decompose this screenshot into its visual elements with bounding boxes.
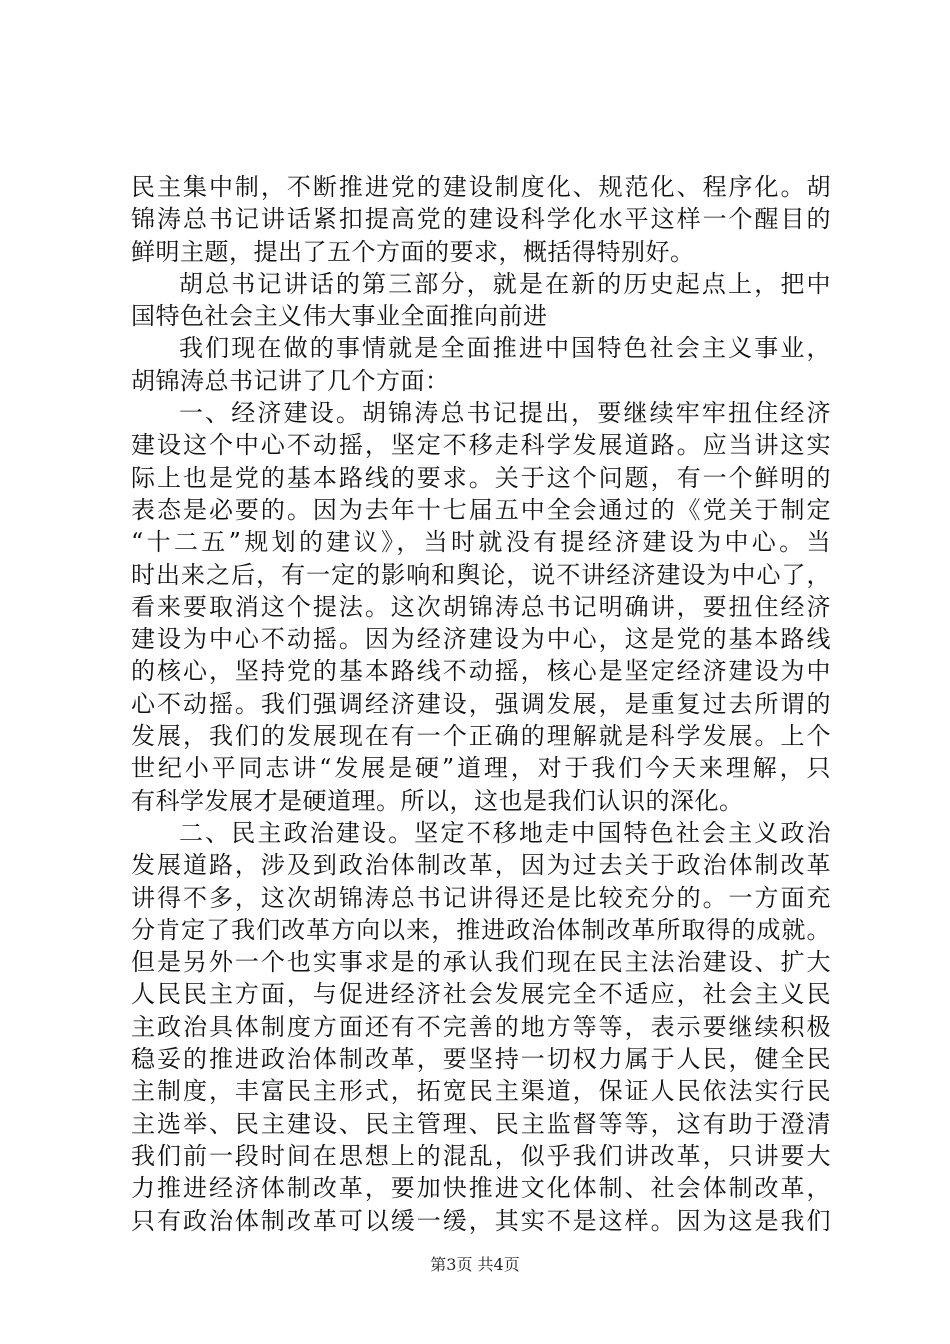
text-line: 我们前一段时间在思想上的混乱，似乎我们讲改革，只讲要大 bbox=[131, 1141, 831, 1170]
text-line: 分肯定了我们改革方向以来，推进政治体制改革所取得的成就。 bbox=[131, 915, 831, 944]
text-line: 时出来之后，有一定的影响和舆论，说不讲经济建设为中心了， bbox=[131, 560, 831, 589]
text-line: 二、民主政治建设。坚定不移地走中国特色社会主义政治 bbox=[179, 818, 831, 847]
text-line: 国特色社会主义伟大事业全面推向前进 bbox=[131, 302, 548, 331]
text-line: 建设为中心不动摇。因为经济建设为中心，这是党的基本路线 bbox=[131, 625, 831, 654]
text-line: 稳妥的推进政治体制改革，要坚持一切权力属于人民，健全民 bbox=[131, 1045, 831, 1074]
text-line: 人民民主方面，与促进经济社会发展完全不适应，社会主义民 bbox=[131, 980, 831, 1009]
text-line: 民主集中制，不断推进党的建设制度化、规范化、程序化。胡 bbox=[131, 173, 831, 201]
text-line: 鲜明主题，提出了五个方面的要求，概括得特别好。 bbox=[131, 237, 695, 266]
text-line: “十二五”规划的建议》，当时就没有提经济建设为中心。当 bbox=[131, 528, 831, 557]
text-line: 胡锦涛总书记讲了几个方面： bbox=[131, 366, 450, 395]
text-line: 表态是必要的。因为去年十七届五中全会通过的《党关于制定 bbox=[131, 495, 831, 524]
text-line: 主政治具体制度方面还有不完善的地方等等，表示要继续积极 bbox=[131, 1012, 831, 1041]
text-line: 但是另外一个也实事求是的承认我们现在民主法治建设、扩大 bbox=[131, 948, 831, 977]
text-line: 建设这个中心不动摇，坚定不移走科学发展道路。应当讲这实 bbox=[131, 431, 831, 460]
text-line: 我们现在做的事情就是全面推进中国特色社会主义事业， bbox=[179, 334, 831, 363]
text-line: 的核心，坚持党的基本路线不动摇，核心是坚定经济建设为中 bbox=[131, 657, 831, 686]
text-line: 看来要取消这个提法。这次胡锦涛总书记明确讲，要扭住经济 bbox=[131, 592, 831, 621]
text-line: 主选举、民主建设、民主管理、民主监督等等，这有助于澄清 bbox=[131, 1109, 831, 1138]
text-line: 发展道路，涉及到政治体制改革，因为过去关于政治体制改革 bbox=[131, 851, 831, 880]
text-line: 有科学发展才是硬道理。所以，这也是我们认识的深化。 bbox=[131, 786, 744, 815]
text-line: 只有政治体制改革可以缓一缓，其实不是这样。因为这是我们 bbox=[131, 1206, 831, 1235]
text-line: 发展，我们的发展现在有一个正确的理解就是科学发展。上个 bbox=[131, 722, 831, 751]
text-line: 胡总书记讲话的第三部分，就是在新的历史起点上，把中 bbox=[179, 269, 831, 298]
text-line: 主制度，丰富民主形式，拓宽民主渠道，保证人民依法实行民 bbox=[131, 1077, 831, 1106]
text-line: 讲得不多，这次胡锦涛总书记讲得还是比较充分的。一方面充 bbox=[131, 883, 831, 912]
page-footer: 第3页 共4页 bbox=[430, 1255, 520, 1274]
text-line: 际上也是党的基本路线的要求。关于这个问题，有一个鲜明的 bbox=[131, 463, 831, 492]
text-line: 一、经济建设。胡锦涛总书记提出，要继续牢牢扭住经济 bbox=[179, 399, 831, 428]
text-line: 心不动摇。我们强调经济建设，强调发展，是重复过去所谓的 bbox=[131, 689, 831, 718]
text-line: 锦涛总书记讲话紧扣提高党的建设科学化水平这样一个醒目的 bbox=[131, 205, 831, 234]
text-line: 世纪小平同志讲“发展是硬”道理，对于我们今天来理解，只 bbox=[131, 754, 831, 783]
text-line: 力推进经济体制改革，要加快推进文化体制、社会体制改革， bbox=[131, 1174, 831, 1203]
body-text bbox=[131, 171, 831, 1237]
